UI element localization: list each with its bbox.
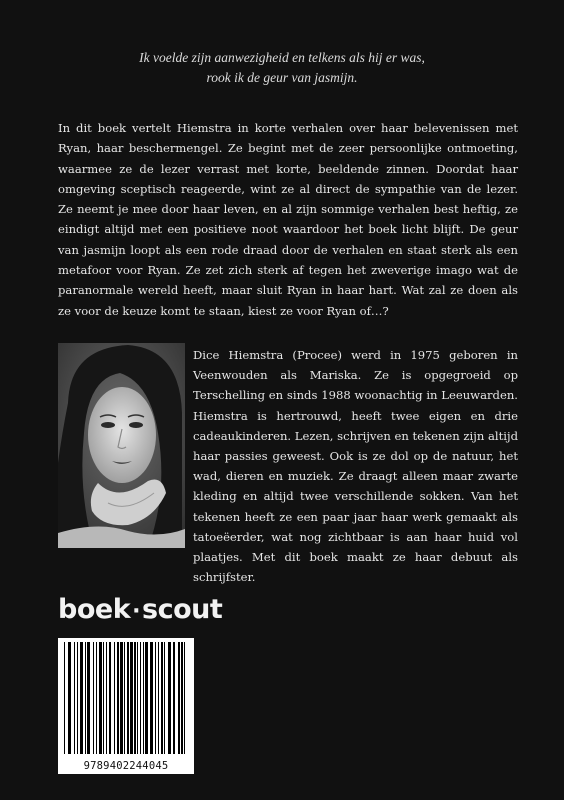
logo-part-2: scout: [142, 594, 223, 625]
author-bio: Dice Hiemstra (Procee) werd in 1975 geboren in Veenwouden als Mariska. Ze is opgegroeid op Terschelling en sinds 1988 woonachtig in Leeuwarden. Hiemstra is hertrouwd, heeft twee eigen en drie cadeaukinderen. Lezen, schrijven en tekenen zijn altijd haar passies geweest. Ook is ze dol op de natuur, het wad, dieren en muziek. Ze draagt alleen maar zwarte kleding en altijd twee verschillende sokken. Van het tekenen heeft ze een paar jaar haar werk gemaakt als tatoeëerder, wat nog zichtbaar is aan haar huid vol plaatjes. Met dit boek maakt ze haar debuut als schrijfster.: [193, 348, 518, 585]
quote-line-2: rook ik de geur van jasmijn.: [206, 70, 358, 85]
author-photo: [58, 343, 185, 548]
logo-dot: ·: [132, 599, 141, 624]
publisher-logo: [58, 594, 222, 625]
logo-part-1: boek: [58, 594, 131, 625]
book-blurb: In dit boek vertelt Hiemstra in korte verhalen over haar belevenissen met Ryan, haar beschermengel. Ze begint met de zeer persoonlijke ontmoeting, waarmee ze de lezer verrast met korte, beeldende zinnen. Doordat haar omgeving sceptisch reageerde, wint ze al direct de sympathie van de lezer. Ze neemt je mee door haar leven, en al zijn sommige verhalen best heftig, ze eindigt altijd met een positieve noot waardoor het boek licht blijft. De geur van jasmijn loopt als een rode draad door de verhalen en staat sterk als een metafoor voor Ryan. Ze zet zich sterk af tegen het zweverige imago wat de paranormale wereld heeft, maar sluit Ryan in haar hart. Wat zal ze doen als ze voor de keuze komt te staan, kiest ze voor Ryan of…?: [58, 121, 518, 318]
barcode-bars: [62, 642, 190, 754]
isbn-number: 9789402244045: [83, 760, 169, 772]
isbn-barcode: [58, 638, 194, 774]
back-cover-quote: [0, 48, 564, 88]
quote-line-1: Ik voelde zijn aanwezigheid en telkens als hij er was,: [139, 50, 425, 65]
